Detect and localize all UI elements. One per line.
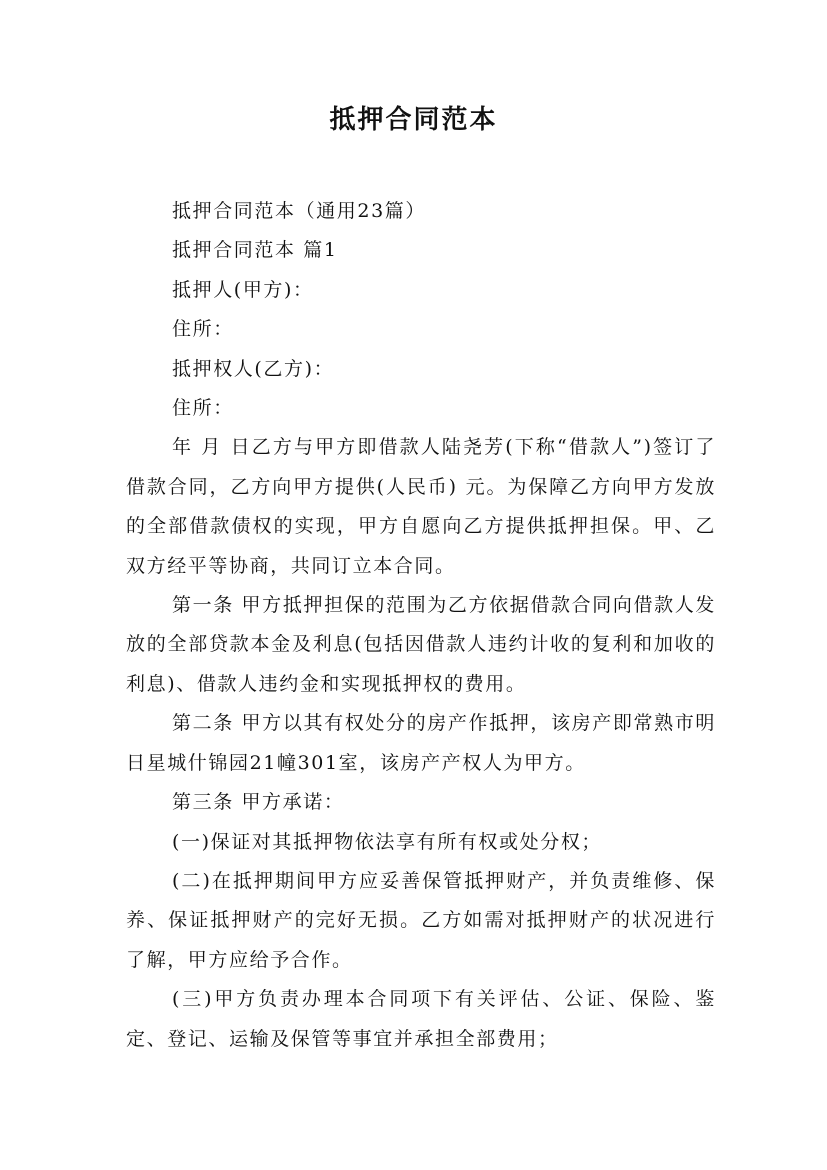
section-heading: 抵押合同范本 篇1: [172, 239, 338, 262]
document-body: [126, 192, 716, 1059]
article-3-heading: 第三条 甲方承诺：: [172, 791, 345, 814]
subtitle-paragraph: 抵押合同范本（通用23篇）: [172, 200, 426, 222]
mortgagor-address-field: 住所：: [172, 318, 234, 341]
mortgagee-field: 抵押权人(乙方)：: [172, 357, 335, 380]
preamble-paragraph: 年 月 日乙方与甲方即借款人陆尧芳(下称“借款人”)签订了借款合同，乙方向甲方提供(人民币) 元。为保障乙方向甲方发放的全部借款债权的实现，甲方自愿向乙方提供抵押担保。甲、乙双方经平等协商，共同订立本合同。: [126, 436, 716, 577]
mortgagee-address-field: 住所：: [172, 397, 234, 420]
document-title: 抵押合同范本: [329, 105, 498, 135]
article-2-paragraph: 第二条 甲方以其有权处分的房产作抵押，该房产即常熟市明日星城什锦园21幢301室，该房产产权人为甲方。: [126, 712, 716, 774]
article-3-item-3: (三)甲方负责办理本合同项下有关评估、公证、保险、鉴定、登记、运输及保管等事宜并承担全部费用；: [126, 988, 716, 1050]
article-3-item-1: (一)保证对其抵押物依法享有所有权或处分权；: [172, 830, 603, 853]
mortgagor-field: 抵押人(甲方)：: [172, 278, 314, 301]
article-1-paragraph: 第一条 甲方抵押担保的范围为乙方依据借款合同向借款人发放的全部贷款本金及利息(包括因借款人违约计收的复利和加收的利息)、借款人违约金和实现抵押权的费用。: [126, 594, 716, 695]
article-3-item-2: (二)在抵押期间甲方应妥善保管抵押财产，并负责维修、保养、保证抵押财产的完好无损。乙方如需对抵押财产的状况进行了解，甲方应给予合作。: [126, 869, 716, 971]
